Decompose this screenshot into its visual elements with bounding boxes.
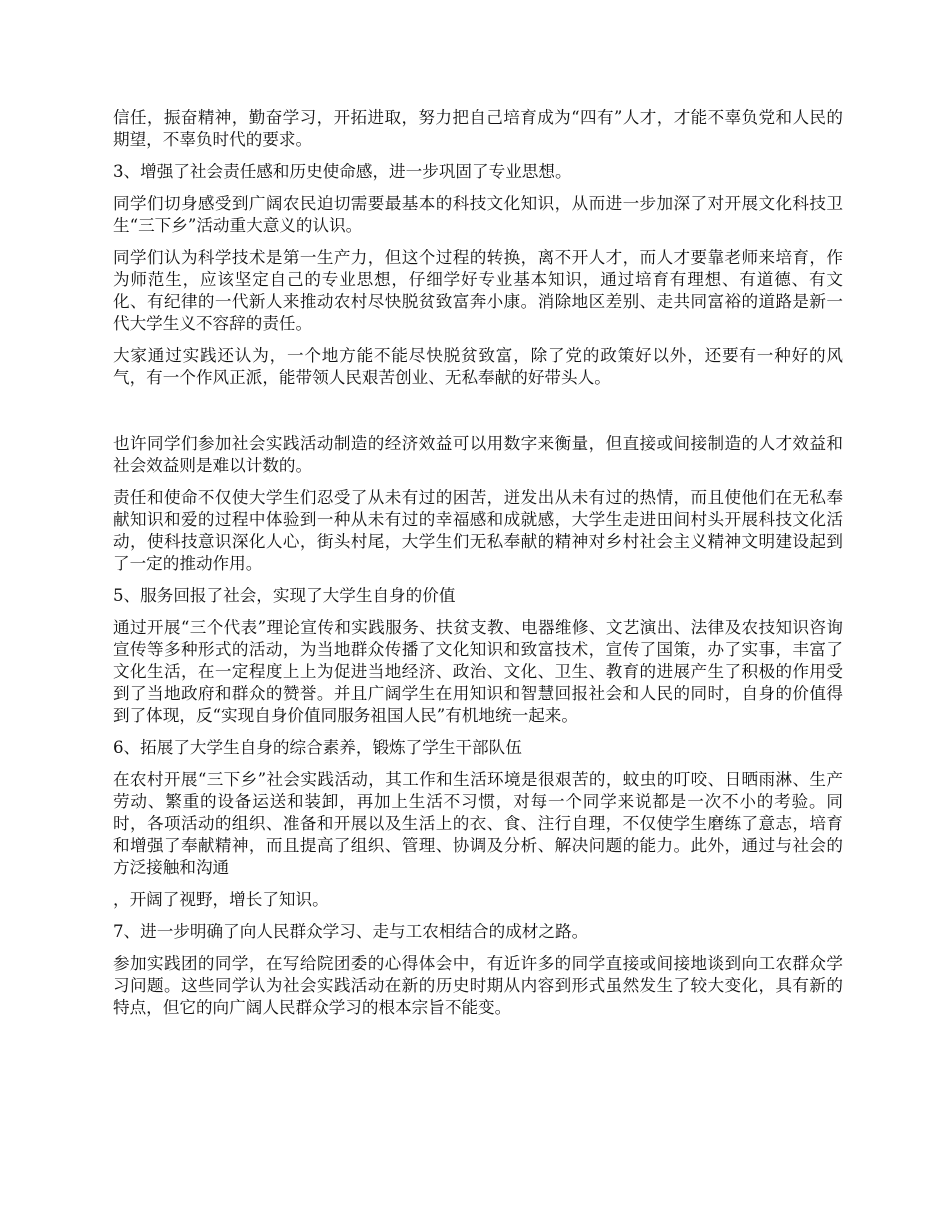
paragraph-good-leadership: 大家通过实践还认为，一个地方能不能尽快脱贫致富，除了党的政策好以外，还要有一种好的风气，有一个作风正派，能带领人民艰苦创业、无私奉献的好带头人。 xyxy=(113,346,843,387)
paragraph-science-talent: 同学们认为科学技术是第一生产力，但这个过程的转换，离不开人才，而人才要靠老师来培育，作为师范生，应该坚定自己的专业思想，仔细学好专业基本知识，通过培育有理想、有道德、有文化、有纪律的一代新人来推动农村尽快脱贫致富奔小康。消除地区差别、走共同富裕的道路是新一代大学生义不容辞的责任。 xyxy=(113,248,843,333)
document-page xyxy=(113,107,843,1029)
paragraph-social-benefit: 也许同学们参加社会实践活动制造的经济效益可以用数字来衡量，但直接或间接制造的人才效益和社会效益则是难以计数的。 xyxy=(113,434,843,475)
section-heading-6: 6、拓展了大学生自身的综合素养，锻炼了学生干部队伍 xyxy=(113,738,522,757)
blank-gap xyxy=(113,399,843,433)
section-heading-3: 3、增强了社会责任感和历史使命感，进一步巩固了专业思想。 xyxy=(113,162,572,181)
paragraph-broadened-horizons: ，开阔了视野，增长了知识。 xyxy=(113,890,329,909)
paragraph-rural-needs: 同学们切身感受到广阔农民迫切需要最基本的科技文化知识，从而进一步加深了对开展文化科技卫生“三下乡”活动重大意义的认识。 xyxy=(113,194,843,235)
paragraph-learn-from-masses: 参加实践团的同学，在写给院团委的心得体会中，有近许多的同学直接或间接地谈到向工农群众学习问题。这些同学认为社会实践活动在新的历史时期从内容到形式虽然发生了较大变化，具有新的特点，但它的向广阔人民群众学习的根本宗旨不能变。 xyxy=(113,954,843,1017)
paragraph-intro-continuation: 信任，振奋精神，勤奋学习，开拓进取，努力把自己培育成为“四有”人才，才能不辜负党和人民的期望，不辜负时代的要求。 xyxy=(113,108,843,149)
paragraph-service-activities: 通过开展“三个代表”理论宣传和实践服务、扶贫支教、电器维修、文艺演出、法律及农技知识咨询宣传等多种形式的活动，为当地群众传播了文化知识和致富技术，宣传了国策，办了实事，丰富了文化生活，在一定程度上上为促进当地经济、政治、文化、卫生、教育的进展产生了积极的作用受到了当地政府和群众的赞誉。并且广阔学生在用知识和智慧回报社会和人民的同时，自身的价值得到了体现，反“实现自身价值同服务祖国人民”有机地统一起来。 xyxy=(113,618,843,725)
section-heading-7: 7、进一步明确了向人民群众学习、走与工农相结合的成材之路。 xyxy=(113,922,589,941)
paragraph-three-to-countryside: 在农村开展“三下乡”社会实践活动，其工作和生活环境是很艰苦的，蚊虫的叮咬、日晒雨淋、生产劳动、繁重的设备运送和装卸，再加上生活不习惯，对每一个同学来说都是一次不小的考验。同时，各项活动的组织、准备和开展以及生活上的衣、食、注行自理，不仅使学生磨练了意志，培育和增强了奉献精神，而且提高了组织、管理、协调及分析、解决问题的能力。此外，通过与社会的方泛接触和沟通 xyxy=(113,770,843,877)
paragraph-responsibility-mission: 责任和使命不仅使大学生们忍受了从未有过的困苦，迸发出从未有过的热情，而且使他们在无私奉献知识和爱的过程中体验到一种从未有过的幸福感和成就感，大学生走进田间村头开展科技文化活动，使科技意识深化人心，街头村尾，大学生们无私奉献的精神对乡村社会主义精神文明建设起到了一定的推动作用。 xyxy=(113,488,843,573)
section-heading-5: 5、服务回报了社会，实现了大学生自身的价值 xyxy=(113,586,456,605)
